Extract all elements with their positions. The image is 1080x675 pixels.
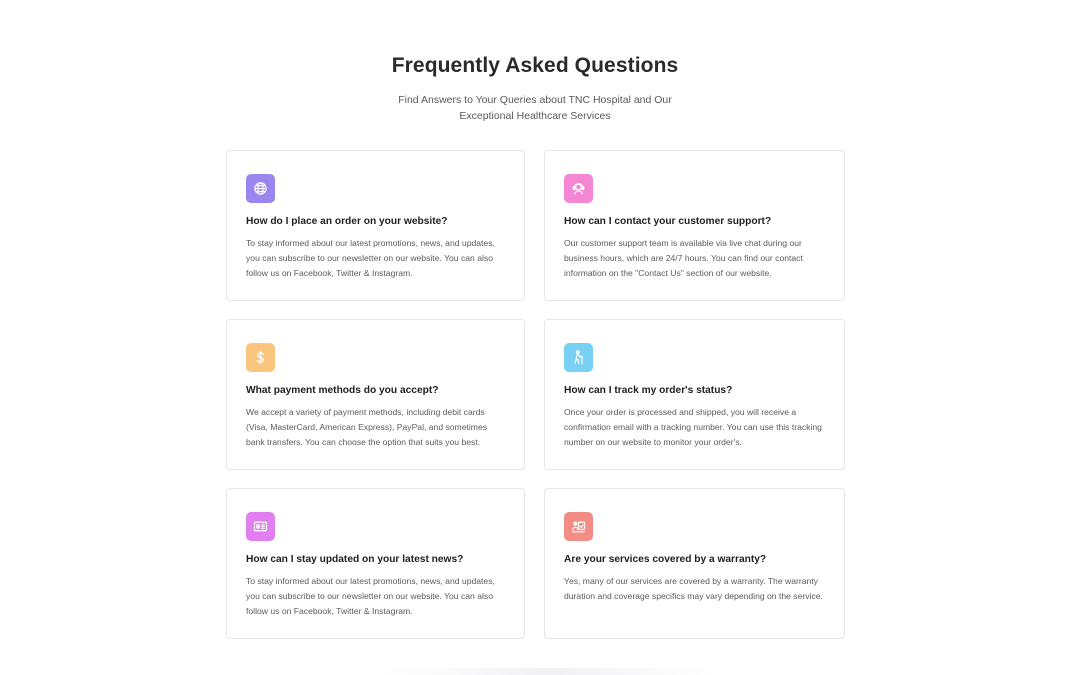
page-title: Frequently Asked Questions [391,54,679,77]
warranty-icon [564,512,593,541]
faq-card-warranty[interactable] [544,488,845,639]
faq-grid [226,150,845,639]
faq-answer: To stay informed about our latest promotions, news, and updates, you can subscribe to our newsletter on our website. You can also follow us on Facebook, Twitter & Instagram. [246,576,495,616]
faq-answer: Yes, many of our services are covered by a warranty. The warranty duration and coverage specifics may vary depending on the service. [564,576,823,601]
faq-question: How do I place an order on your website? [246,216,448,227]
faq-question: What payment methods do you accept? [246,385,439,396]
faq-card-track-order[interactable] [544,319,845,470]
newspaper-icon [246,512,275,541]
faq-question: How can I stay updated on your latest news? [246,554,464,565]
faq-card-contact-support[interactable] [544,150,845,301]
faq-answer: Once your order is processed and shipped, you will receive a confirmation email with a tracking number. You can use this tracking number on our website to monitor your order's. [564,407,822,447]
support-agent-icon [564,174,593,203]
hiker-icon [564,343,593,372]
faq-card-place-order[interactable] [226,150,525,301]
faq-answer: Our customer support team is available via live chat during our business hours, which are 24/7 hours. You can find our contact information on the "Contact Us" section of our website. [564,238,803,278]
faq-question: Are your services covered by a warranty? [564,554,767,565]
faq-card-latest-news[interactable] [226,488,525,639]
globe-icon [246,174,275,203]
faq-question: How can I track my order's status? [564,385,733,396]
faq-answer: We accept a variety of payment methods, including debit cards (Visa, MasterCard, American Express), PayPal, and sometimes bank transfers. You can choose the option that suits you best. [246,407,488,447]
faq-answer: To stay informed about our latest promotions, news, and updates, you can subscribe to our newsletter on our website. You can also follow us on Facebook, Twitter & Instagram. [246,238,495,278]
faq-card-payment-methods[interactable] [226,319,525,470]
dollar-icon [246,343,275,372]
page-subtitle: Find Answers to Your Queries about TNC Hospital and Our Exceptional Healthcare Services [398,94,672,122]
bottom-divider [380,668,720,675]
faq-question: How can I contact your customer support? [564,216,772,227]
